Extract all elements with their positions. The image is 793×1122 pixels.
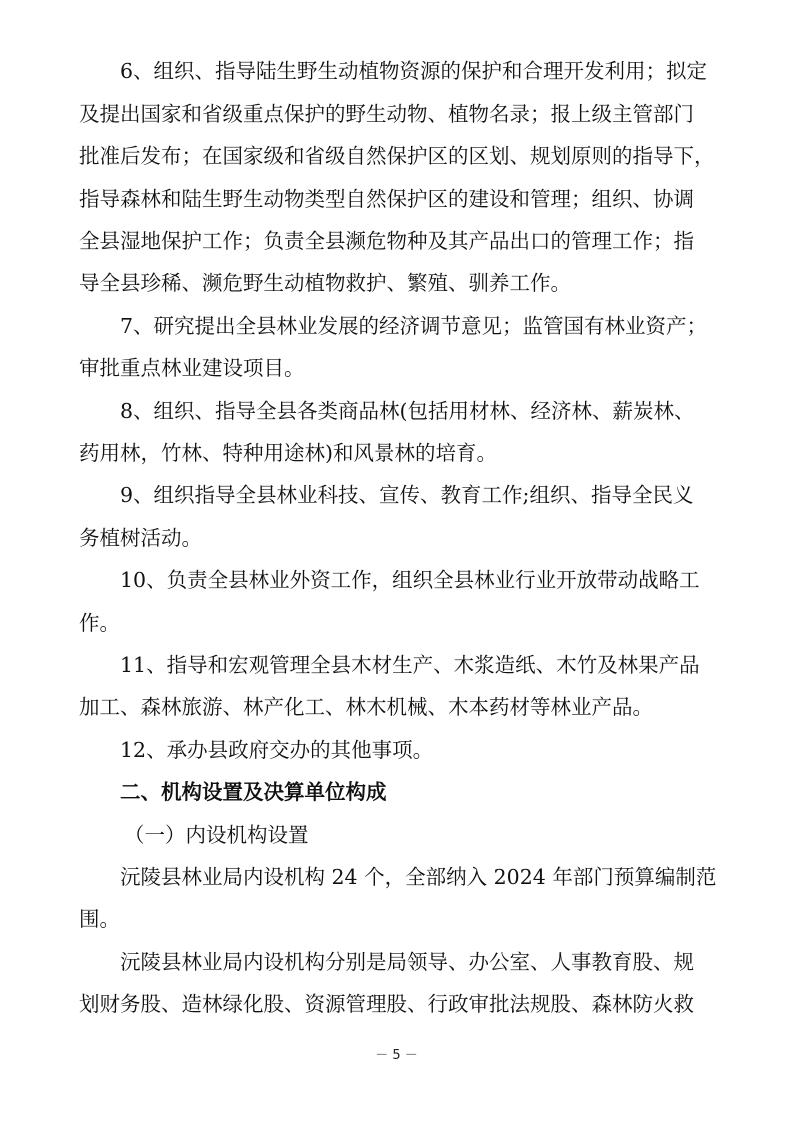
text-line: 作。 <box>79 611 120 635</box>
subsection-heading: （一）内设机构设置 <box>124 823 309 847</box>
text-line: 12、承办县政府交办的其他事项。 <box>120 738 434 762</box>
text-line: 沅陵县林业局内设机构分别是局领导、办公室、人事教育股、规 <box>120 950 694 974</box>
text-line: 药用林，竹林、特种用途林)和风景林的培育。 <box>79 441 497 465</box>
text-line: 沅陵县林业局内设机构 24 个，全部纳入 2024 年部门预算编制范 <box>120 865 717 889</box>
text-line: 指导森林和陆生野生动物类型自然保护区的建设和管理；组织、协调 <box>79 187 694 211</box>
text-line: 全县湿地保护工作；负责全县濒危物种及其产品出口的管理工作；指 <box>79 229 694 253</box>
text-line: 6、组织、指导陆生野生动植物资源的保护和合理开发利用；拟定 <box>120 59 708 83</box>
text-line: 审批重点林业建设项目。 <box>79 356 305 380</box>
text-line: 及提出国家和省级重点保护的野生动物、植物名录；报上级主管部门 <box>79 102 694 126</box>
text-line: 导全县珍稀、濒危野生动植物救护、繁殖、驯养工作。 <box>79 271 571 295</box>
text-line: 11、指导和宏观管理全县木材生产、木浆造纸、木竹及林果产品 <box>120 653 700 677</box>
text-line: 8、组织、指导全县各类商品林(包括用材林、经济林、薪炭林、 <box>120 399 695 423</box>
text-line: 7、研究提出全县林业发展的经济调节意见；监管国有林业资产； <box>120 314 708 338</box>
text-line: 批准后发布；在国家级和省级自然保护区的区划、规划原则的指导下， <box>79 144 715 168</box>
text-line: 9、组织指导全县林业科技、宣传、教育工作;组织、指导全民义 <box>120 483 694 507</box>
text-line: 围。 <box>79 907 120 931</box>
text-line: 10、负责全县林业外资工作，组织全县林业行业开放带动战略工 <box>120 568 700 592</box>
text-line: 务植树活动。 <box>79 526 202 550</box>
text-line: 加工、森林旅游、林产化工、林木机械、木本药材等林业产品。 <box>79 695 653 719</box>
page-number: － 5 － <box>375 1048 418 1063</box>
text-line: 划财务股、造林绿化股、资源管理股、行政审批法规股、森林防火救 <box>79 992 694 1016</box>
section-heading: 二、机构设置及决算单位构成 <box>120 780 387 804</box>
